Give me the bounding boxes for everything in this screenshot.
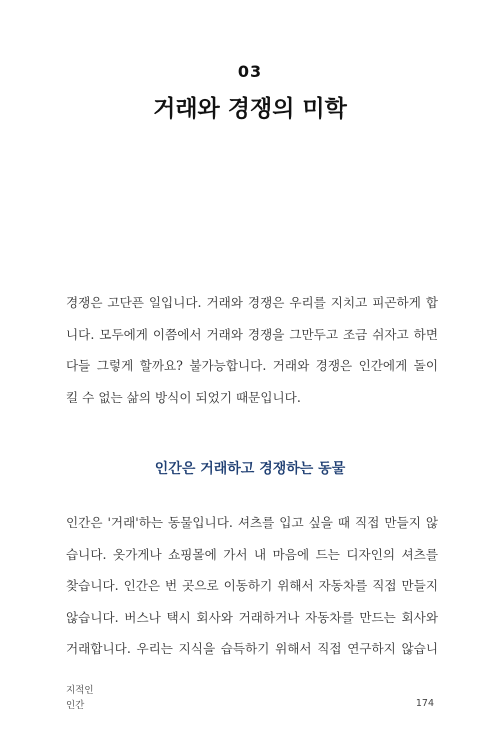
body-line: 찾습니다. 인간은 번 곳으로 이동하기 위해서 자동차를 직접 만들지 <box>66 578 438 593</box>
body-line: 습니다. 옷가게나 쇼핑몰에 가서 내 마음에 드는 디자인의 셔츠를 <box>66 546 438 562</box>
intro-paragraph <box>66 294 438 420</box>
body-line: 않습니다. 버스나 택시 회사와 거래하거나 자동차를 만드는 회사와 <box>66 609 438 625</box>
page-number: 174 <box>415 698 434 709</box>
body-line: 인간은 '거래'하는 동물입니다. 셔츠를 입고 싶을 때 직접 만들지 않 <box>66 515 438 530</box>
body-paragraph <box>66 514 438 672</box>
chapter-title: 거래와 경쟁의 미학 <box>153 96 347 122</box>
running-head-line: 지적인 <box>66 685 94 696</box>
intro-line: 니다. 모두에게 이쯤에서 거래와 경쟁을 그만두고 조금 쉬자고 하면 <box>66 326 438 342</box>
section-heading: 인간은 거래하고 경쟁하는 동물 <box>154 461 346 477</box>
running-head-line: 인간 <box>66 700 85 711</box>
intro-line: 다들 그렇게 할까요? 불가능합니다. 거래와 경쟁은 인간에게 돌이 <box>66 358 438 373</box>
chapter-number: 03 <box>237 62 263 81</box>
intro-line: 경쟁은 고단픈 일입니다. 거래와 경쟁은 우리를 지치고 피곤하게 합 <box>66 295 438 310</box>
intro-line: 킬 수 없는 삶의 방식이 되었기 때문입니다. <box>66 389 301 405</box>
running-head <box>66 683 94 713</box>
body-line: 거래합니다. 우리는 지식을 습득하기 위해서 직접 연구하지 않습니 <box>66 641 438 656</box>
